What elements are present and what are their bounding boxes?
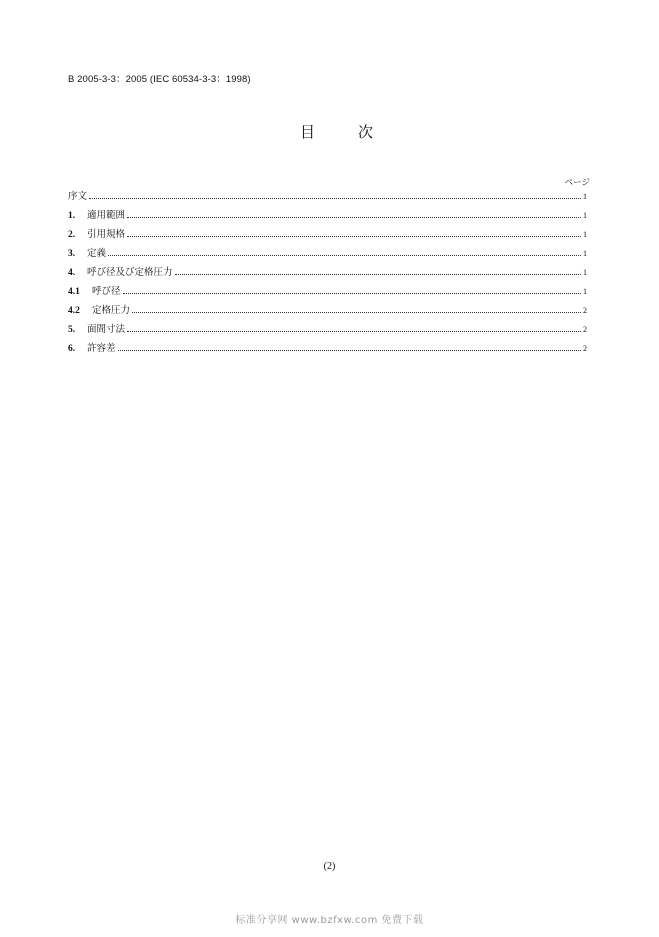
toc-entry-label: 適用範囲 (87, 210, 126, 221)
toc-entry-number: 2. (68, 230, 76, 240)
toc-entry-nominal-size-and-pressure[interactable] (68, 264, 587, 283)
toc-entry-label: 序文 (68, 191, 88, 202)
toc-entry-label: 面間寸法 (87, 324, 126, 335)
toc-entry-nominal-size[interactable] (68, 283, 587, 302)
toc-entry-face-to-face-dimensions[interactable] (68, 321, 587, 340)
toc-leader-dots (175, 274, 581, 275)
toc-entry-label: 呼び径 (92, 286, 121, 297)
toc-entry-tolerances[interactable] (68, 340, 587, 359)
toc-title: 目 次 (299, 123, 387, 141)
toc-entry-page: 1 (583, 230, 587, 239)
toc-entry-preface[interactable] (68, 188, 587, 207)
table-of-contents (68, 188, 587, 359)
toc-entry-number: 4.2 (68, 306, 80, 316)
toc-entry-pressure-rating[interactable] (68, 302, 587, 321)
toc-entry-page: 2 (583, 325, 587, 334)
toc-leader-dots (89, 198, 581, 199)
toc-entry-page: 2 (583, 344, 587, 353)
page-number: (2) (323, 861, 336, 872)
toc-entry-page: 1 (583, 192, 587, 201)
page-column-label: ページ (564, 178, 590, 188)
toc-entry-number: 4.1 (68, 287, 80, 297)
toc-leader-dots (132, 312, 581, 313)
toc-entry-page: 2 (583, 306, 587, 315)
toc-leader-dots (127, 217, 581, 218)
toc-entry-page: 1 (583, 249, 587, 258)
toc-entry-label: 呼び径及び定格圧力 (87, 267, 173, 278)
watermark-text: 标准分享网 www.bzfxw.com 免费下载 (235, 915, 424, 926)
toc-entry-page: 1 (583, 268, 587, 277)
toc-entry-number: 1. (68, 211, 76, 221)
toc-leader-dots (108, 255, 581, 256)
toc-entry-page: 1 (583, 287, 587, 296)
toc-entry-number: 6. (68, 344, 76, 354)
toc-entry-number: 3. (68, 249, 76, 259)
toc-entry-number: 5. (68, 325, 76, 335)
toc-leader-dots (118, 350, 581, 351)
toc-entry-definitions[interactable] (68, 245, 587, 264)
toc-entry-page: 1 (583, 211, 587, 220)
toc-entry-scope[interactable] (68, 207, 587, 226)
toc-entry-number: 4. (68, 268, 76, 278)
toc-entry-normative-references[interactable] (68, 226, 587, 245)
standard-reference: B 2005-3-3：2005 (IEC 60534-3-3：1998) (68, 74, 251, 85)
toc-leader-dots (127, 331, 581, 332)
toc-entry-label: 定格圧力 (92, 305, 131, 316)
toc-leader-dots (123, 293, 581, 294)
toc-entry-label: 引用規格 (87, 229, 126, 240)
toc-entry-label: 定義 (87, 248, 107, 259)
toc-entry-label: 許容差 (87, 343, 116, 354)
toc-leader-dots (127, 236, 581, 237)
